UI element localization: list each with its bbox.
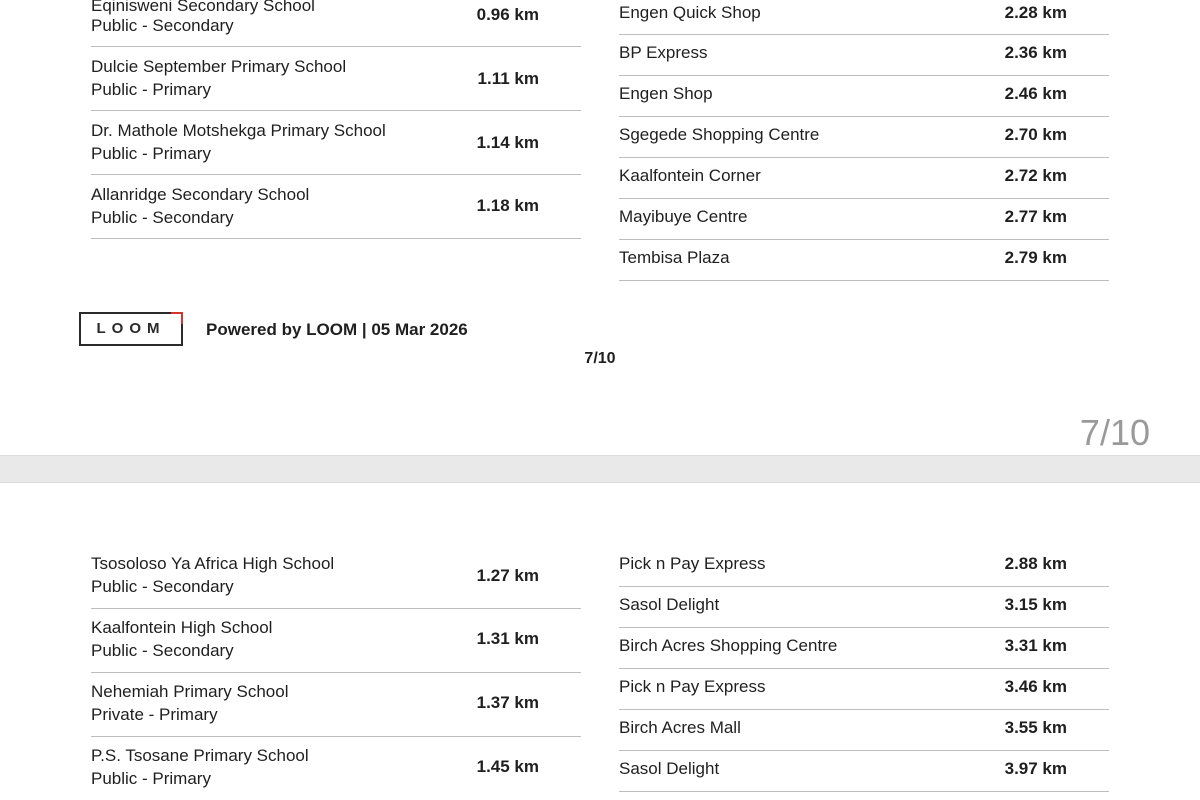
shop-distance: 2.79 km <box>1004 248 1067 267</box>
schools-list <box>91 0 581 239</box>
school-row <box>91 0 581 47</box>
school-name: Dulcie September Primary School <box>91 57 347 76</box>
school-type: Public - Secondary <box>91 577 234 596</box>
shop-name: Pick n Pay Express <box>619 554 766 573</box>
logo-text: LOOM <box>96 320 166 337</box>
shop-row <box>619 240 1109 281</box>
loom-logo <box>79 312 183 346</box>
shop-name: Sgegede Shopping Centre <box>619 125 820 144</box>
shop-distance: 3.31 km <box>1004 636 1067 655</box>
shop-name: Mayibuye Centre <box>619 207 748 226</box>
school-type: Public - Secondary <box>91 208 234 227</box>
school-row <box>91 737 581 800</box>
shop-name: Kaalfontein Corner <box>619 166 761 185</box>
school-distance: 1.45 km <box>476 757 539 776</box>
schools-list <box>91 546 581 800</box>
shop-row <box>619 546 1109 587</box>
school-name: P.S. Tsosane Primary School <box>91 746 309 765</box>
school-type: Public - Primary <box>91 769 211 788</box>
shop-distance: 3.46 km <box>1004 677 1067 696</box>
powered-by-text: Powered by LOOM | 05 Mar 2026 <box>206 320 468 339</box>
document-page-bottom <box>0 483 1200 800</box>
shop-name: Birch Acres Mall <box>619 718 741 737</box>
page-separator <box>0 455 1200 483</box>
shop-row <box>619 35 1109 76</box>
school-name: Allanridge Secondary School <box>91 185 310 204</box>
school-type: Public - Primary <box>91 80 211 99</box>
shops-list <box>619 546 1109 792</box>
shop-name: Pick n Pay Express <box>619 677 766 696</box>
shop-distance: 2.28 km <box>1004 3 1067 22</box>
shop-row <box>619 76 1109 117</box>
school-row <box>91 47 581 111</box>
school-type: Public - Secondary <box>91 16 234 35</box>
shop-row <box>619 587 1109 628</box>
school-distance: 0.96 km <box>476 5 539 24</box>
shop-row <box>619 158 1109 199</box>
shop-name: Engen Quick Shop <box>619 3 761 22</box>
school-type: Public - Secondary <box>91 641 234 660</box>
page-number: 7/10 <box>584 350 616 367</box>
school-distance: 1.18 km <box>476 196 539 215</box>
shop-row <box>619 199 1109 240</box>
shop-distance: 3.15 km <box>1004 595 1067 614</box>
shop-row <box>619 117 1109 158</box>
school-name: Kaalfontein High School <box>91 618 273 637</box>
shop-name: BP Express <box>619 43 708 62</box>
school-row <box>91 175 581 239</box>
viewer-page-indicator: 7/10 <box>1079 412 1150 453</box>
school-type: Public - Primary <box>91 144 211 163</box>
shop-distance: 3.55 km <box>1004 718 1067 737</box>
school-row <box>91 673 581 737</box>
school-distance: 1.27 km <box>476 566 539 585</box>
school-name: Dr. Mathole Motshekga Primary School <box>91 121 386 140</box>
school-name: Tsosoloso Ya Africa High School <box>91 554 335 573</box>
shop-row <box>619 710 1109 751</box>
shop-distance: 2.88 km <box>1004 554 1067 573</box>
school-name: Eqinisweni Secondary School <box>91 0 315 15</box>
shop-name: Sasol Delight <box>619 595 720 614</box>
school-distance: 1.14 km <box>476 133 539 152</box>
shop-name: Tembisa Plaza <box>619 248 730 267</box>
school-name: Nehemiah Primary School <box>91 682 289 701</box>
shop-distance: 3.97 km <box>1004 759 1067 778</box>
shop-distance: 2.72 km <box>1004 166 1067 185</box>
shop-row <box>619 0 1109 35</box>
shop-row <box>619 669 1109 710</box>
school-row <box>91 546 581 609</box>
school-distance: 1.31 km <box>476 629 539 648</box>
school-row <box>91 111 581 175</box>
shop-distance: 2.77 km <box>1004 207 1067 226</box>
shop-name: Sasol Delight <box>619 759 720 778</box>
school-row <box>91 609 581 673</box>
shop-name: Birch Acres Shopping Centre <box>619 636 838 655</box>
school-type: Private - Primary <box>91 705 218 724</box>
shops-list <box>619 0 1109 281</box>
shop-row <box>619 628 1109 669</box>
school-distance: 1.37 km <box>476 693 539 712</box>
shop-distance: 2.70 km <box>1004 125 1067 144</box>
logo-accent-icon <box>171 312 183 324</box>
shop-row <box>619 751 1109 792</box>
school-distance: 1.11 km <box>477 69 539 88</box>
shop-distance: 2.36 km <box>1004 43 1067 62</box>
shop-distance: 2.46 km <box>1004 84 1067 103</box>
shop-name: Engen Shop <box>619 84 713 103</box>
